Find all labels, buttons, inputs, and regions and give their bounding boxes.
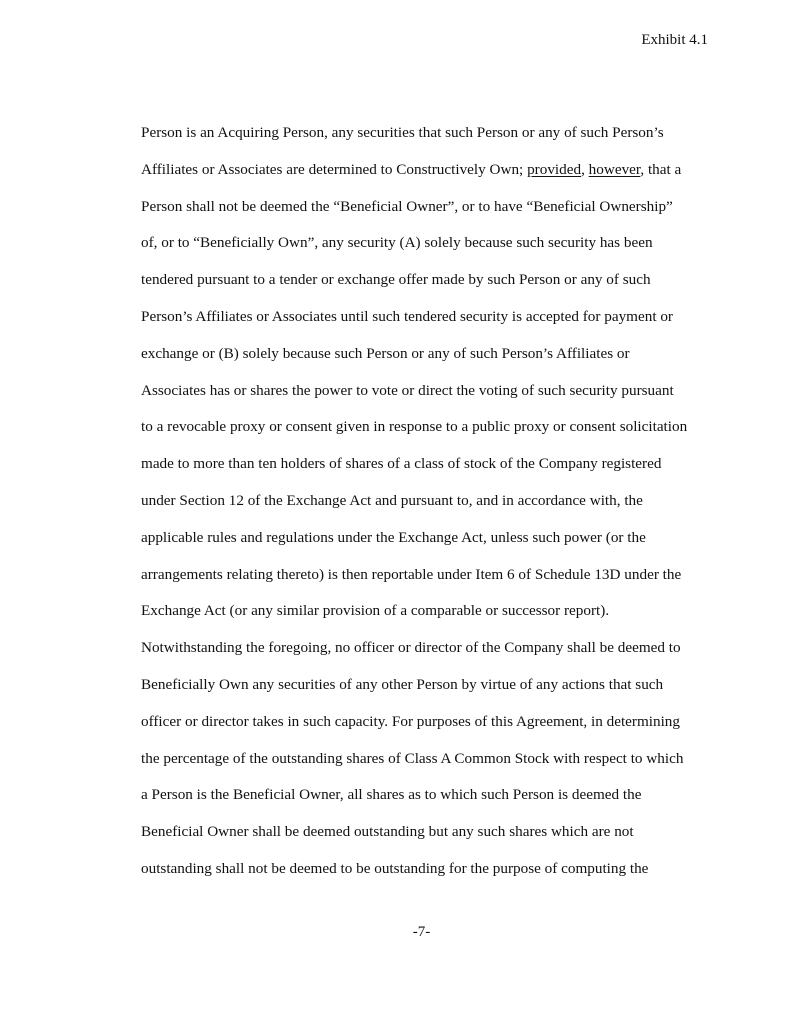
body-line: Associates has or shares the power to vote or direct the voting of such security pursuant bbox=[141, 381, 674, 399]
body-line bbox=[141, 160, 716, 197]
body-line: Exchange Act (or any similar provision of a comparable or successor report). bbox=[141, 602, 610, 620]
body-line: Beneficially Own any securities of any other Person by virtue of any actions that such bbox=[141, 675, 664, 693]
body-line-text: , bbox=[581, 160, 589, 178]
body-line: under Section 12 of the Exchange Act and pursuant to, and in accordance with, the bbox=[141, 491, 643, 509]
page-number: -7- bbox=[412, 924, 431, 940]
body-line: Person shall not be deemed the “Beneficial Owner”, or to have “Beneficial Ownership” bbox=[141, 197, 673, 215]
body-line: a Person is the Beneficial Owner, all shares as to which such Person is deemed the bbox=[141, 786, 642, 804]
body-line: to a revocable proxy or consent given in response to a public proxy or consent solicitation bbox=[141, 418, 688, 436]
body-line: outstanding shall not be deemed to be outstanding for the purpose of computing the bbox=[141, 859, 649, 877]
body-line: the percentage of the outstanding shares of Class A Common Stock with respect to which bbox=[141, 749, 684, 767]
provided-term: provided bbox=[527, 160, 582, 178]
body-line: Person is an Acquiring Person, any securities that such Person or any of such Person’s bbox=[141, 124, 664, 141]
body-line: applicable rules and regulations under the Exchange Act, unless such power (or the bbox=[141, 528, 646, 546]
body-line-text: , that a bbox=[640, 160, 682, 178]
however-term: however bbox=[588, 160, 641, 178]
body-line: made to more than ten holders of shares of a class of stock of the Company registered bbox=[141, 455, 662, 473]
body-line: of, or to “Beneficially Own”, any security (A) solely because such security has been bbox=[141, 234, 653, 252]
document-body bbox=[141, 123, 716, 896]
body-line-text: Affiliates or Associates are determined to Constructively Own; bbox=[141, 160, 528, 178]
body-line: Person’s Affiliates or Associates until such tendered security is accepted for payment or bbox=[141, 307, 673, 325]
body-line: officer or director takes in such capacity. For purposes of this Agreement, in determining bbox=[141, 712, 680, 730]
body-line: Beneficial Owner shall be deemed outstanding but any such shares which are not bbox=[141, 823, 634, 841]
body-line: arrangements relating thereto) is then reportable under Item 6 of Schedule 13D under the bbox=[141, 565, 682, 583]
body-line: tendered pursuant to a tender or exchange offer made by such Person or any of such bbox=[141, 271, 651, 289]
exhibit-label: Exhibit 4.1 bbox=[641, 32, 708, 48]
body-line: Notwithstanding the foregoing, no officer or director of the Company shall be deemed to bbox=[141, 639, 681, 657]
body-line: exchange or (B) solely because such Person or any of such Person’s Affiliates or bbox=[141, 344, 630, 362]
